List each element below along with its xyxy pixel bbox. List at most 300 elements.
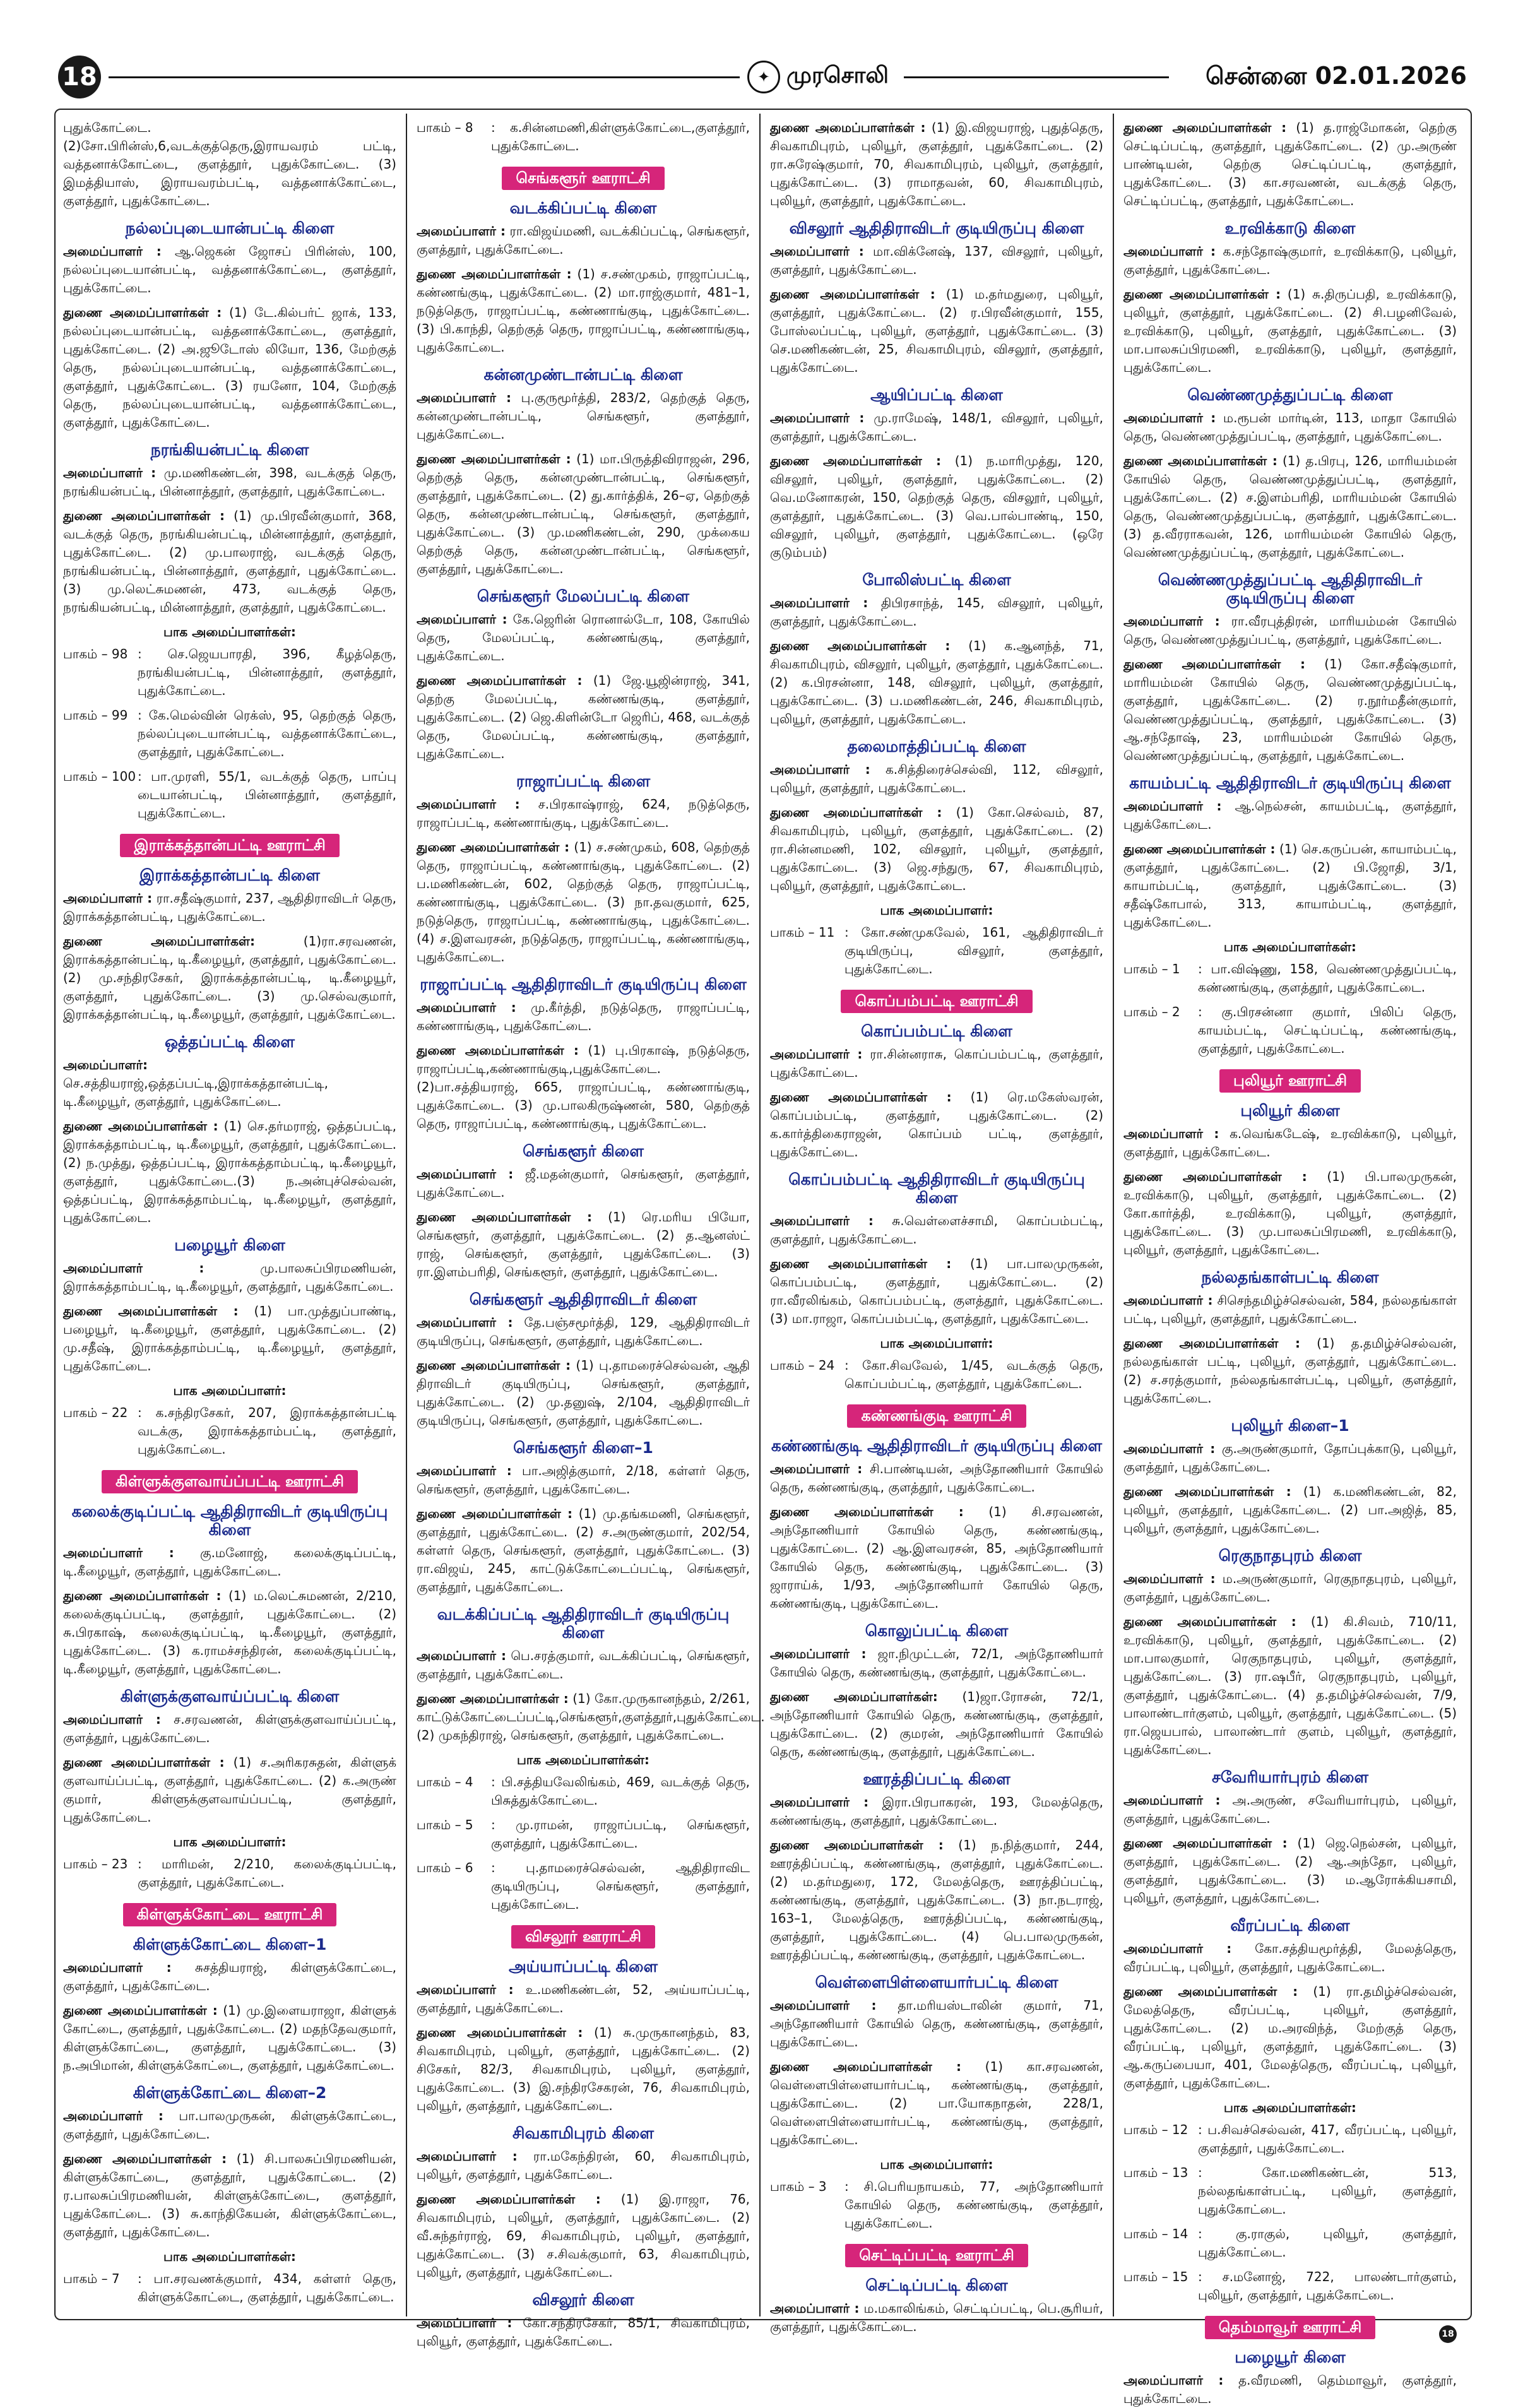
- part-entry: [1123, 2225, 1457, 2262]
- member-details: (1) ரெ.மரிய பியோ, செங்களூர், குளத்தூர், புதுக்கோட்டை. (2) த.ஆனஸ்ட் ராஜ், செங்களூர், குளத்தூர், புதுக்கோட்டை. (3) ரா.இளம்பரிதி, செங்களூர், குளத்தூர், புதுக்கோட்டை.: [417, 1209, 750, 1279]
- member-details: ச.சரவணன், கிள்ளுக்குளவாய்ப்பட்டி, குளத்தூர், புதுக்கோட்டை.: [63, 1712, 397, 1745]
- member-details: புதுக்கோட்டை.(2)சோ.பிரின்ஸ்,6,வடக்குத்தெரு,இராயவரம் பட்டி, வத்தனாக்கோட்டை, குளத்தூர், புதுக்கோட்டை. (3) இமத்தியாஸ், இராயவரம்பட்டி, வத்தனாக்கோட்டை, குளத்தூர், புதுக்கோட்டை.: [63, 120, 396, 208]
- part-details: : கோ.சிவவேல், 1/45, வடக்குத் தெரு, கொப்பம்பட்டி, குளத்தூர், புதுக்கோட்டை.: [844, 1358, 1103, 1391]
- member-entry: [1123, 655, 1457, 765]
- member-entry: [417, 265, 750, 357]
- role-label: துணை அமைப்பாளர்கள் :: [417, 839, 570, 855]
- part-entry: [1123, 1003, 1457, 1058]
- role-label: அமைப்பாளர் :: [63, 2108, 163, 2123]
- member-details: அ.அருண், சவேரியார்புரம், புலியூர், குளத்தூர், புதுக்கோட்டை.: [1123, 1793, 1457, 1826]
- branch-heading: கொப்பம்பட்டி ஆதிதிராவிடர் குடியிருப்பு கிளை: [788, 1170, 1085, 1207]
- member-details: திபிரசாந்த், 145, விசலூர், புலியூர், குளத்தூர், புதுக்கோட்டை.: [770, 595, 1104, 629]
- member-details: (1) மு.இளையராஜா, கிள்ளுக் கோட்டை, குளத்தூர், புதுக்கோட்டை. (2) மதந்தேவகுமார், கிள்ளுக்கோட்டை, குளத்தூர், புதுக்கோட்டை. (3) ந.அபிமான், கிள்ளுக்கோட்டை, குளத்தூர், புதுக்கோட்டை.: [63, 2003, 396, 2073]
- member-entry: [417, 450, 750, 578]
- member-details: (1) கா.சரவணன், வெள்ளைபிள்ளையார்பட்டி, கண்ணங்குடி, குளத்தூர், புதுக்கோட்டை. (2) பா.யோகநாதன், 228/1, வெள்ளைபிள்ளையார்பட்டி, கண்ணங்குடி, குளத்தூர், புதுக்கோட்டை.: [770, 2059, 1103, 2147]
- member-entry: [63, 1587, 396, 1678]
- member-details: இரா.பிரபாகரன், 193, மேலத்தெரு, கண்ணங்குடி, குளத்தூர், புதுக்கோட்டை.: [770, 1794, 1103, 1828]
- part-details: : பி.சத்தியவேலிங்கம், 469, வடக்குத் தெரு, பிசுத்துக்கோட்டை.: [491, 1774, 750, 1808]
- role-label: துணை அமைப்பாளர்கள் :: [770, 1837, 944, 1853]
- member-details: (1) ச.அரிகரசுதன், கிள்ளுக் குளவாய்ப்பட்டி, குளத்தூர், புதுக்கோட்டை. (2) க.அருண் குமார், கிள்ளுக்குளவாய்ப்பட்டி, குளத்தூர், புதுக்கோட்டை.: [63, 1755, 396, 1825]
- part-entry: [417, 119, 750, 155]
- branch-heading: ஊரத்திப்பட்டி கிளை: [863, 1770, 1010, 1788]
- part-details: : பா.சரவணக்குமார், 434, கள்ளர் தெரு, கிள்ளுக்கோட்டை, குளத்தூர், புதுக்கோட்டை.: [138, 2271, 396, 2304]
- member-details: பா.அஜித்குமார், 2/18, கள்ளர் தெரு, செங்களூர், குளத்தூர், புதுக்கோட்டை.: [417, 1463, 750, 1497]
- member-entry: [770, 1836, 1103, 1964]
- member-details: தே.பஞ்சமூர்த்தி, 129, ஆதிதிராவிடர் குடியிருப்பு, செங்களூர், குளத்தூர், புதுக்கோட்டை.: [417, 1315, 750, 1348]
- member-entry: [417, 610, 750, 665]
- role-label: துணை அமைப்பாளர்கள் :: [770, 1256, 952, 1271]
- subsection-heading: பாக அமைப்பாளர்:: [880, 1336, 993, 1351]
- panchayat-banner: [770, 990, 1103, 1013]
- member-details: க.சித்திரைச்செல்வி, 112, விசலூர், புலியூர், குளத்தூர், புதுக்கோட்டை.: [770, 762, 1103, 795]
- member-details: ம.மகாலிங்கம், செட்டிப்பட்டி, பெ.சூரியர், குளத்தூர், புதுக்கோட்டை.: [770, 2301, 1104, 2334]
- role-label: அமைப்பாளர் :: [417, 1648, 506, 1663]
- member-entry: [770, 409, 1103, 446]
- member-entry: [417, 672, 750, 763]
- member-entry: [63, 1544, 396, 1581]
- member-details: (1) மு.பிரவீன்குமார், 368, வடக்குத் தெரு, நரங்கியன்பட்டி, மின்னாத்தூர், குளத்தூர், புதுக்கோட்டை. (2) மு.பாலராஜ், வடக்குத் தெரு, நரங்கியன்பட்டி, பின்னாத்தூர், குளத்தூர், புதுக்கோட்டை. (3) மு.லெட்சுமணன், 473, வடக்குத் தெரு, நரங்கியன்பட்டி, மின்னாத்தூர், குளத்தூர், புதுக்கோட்டை.: [63, 508, 396, 615]
- member-entry: [1123, 1940, 1457, 1976]
- branch-heading: செங்களூர் மேலப்பட்டி கிளை: [477, 587, 690, 605]
- member-entry: [417, 999, 750, 1035]
- part-details: : க.சந்திரசேகர், 207, இராக்கத்தான்பட்டி வடக்கு, இராக்கத்தாம்பட்டி, குளத்தூர், புதுக்கோட்டை.: [138, 1405, 396, 1457]
- role-label: அமைப்பாளர் :: [770, 1646, 867, 1661]
- member-entry: [1123, 1440, 1457, 1476]
- member-entry: [63, 2107, 396, 2144]
- role-label: அமைப்பாளர் :: [63, 1712, 161, 1727]
- panchayat-title: புலியூர் ஊராட்சி: [1219, 1069, 1361, 1093]
- branch-heading: ராஜாப்பட்டி கிளை: [516, 772, 651, 790]
- member-entry: [417, 2147, 750, 2184]
- part-entry: [417, 1816, 750, 1853]
- subsection-heading: பாக அமைப்பாளர்:: [880, 903, 993, 918]
- role-label: அமைப்பாளர் :: [770, 2301, 860, 2316]
- panchayat-banner: [417, 167, 750, 190]
- member-entry: [1123, 1570, 1457, 1606]
- branch-heading: கிள்ளுக்குளவாய்ப்பட்டி கிளை: [120, 1687, 340, 1705]
- member-details: கு.மனோஜ், கலைக்குடிப்பட்டி, டி.கீழையூர், குளத்தூர், புதுக்கோட்டை.: [63, 1545, 396, 1579]
- member-details: (1) ந.மாரிமுத்து, 120, விசலூர், புலியூர், குளத்தூர், புதுக்கோட்டை. (2) வெ.மனோகரன், 150, தெற்குத் தெரு, விசலூர், புலியூர், குளத்தூர், புதுக்கோட்டை. (3) வெ.பால்பாண்டி, 150, விசலூர், புலியூர், குளத்தூர், புதுக்கோட்டை. (ஒரே குடும்பம்): [770, 453, 1103, 560]
- branch-heading: கொப்பம்பட்டி கிளை: [861, 1022, 1012, 1040]
- page-number-badge: 18: [58, 56, 101, 98]
- role-label: அமைப்பாளர் :: [770, 595, 868, 610]
- member-entry: [770, 452, 1103, 562]
- role-label: துணை அமைப்பாளர்கள் :: [770, 287, 935, 302]
- branch-heading: நரங்கியன்பட்டி கிளை: [150, 441, 309, 459]
- member-details: (1) ரெ.மகேஸ்வரன், கொப்பம்பட்டி, குளத்தூர், புதுக்கோட்டை. (2) க.கார்த்திகைராஜன், கொப்பம் பட்டி, குளத்தூர், புதுக்கோட்டை.: [770, 1089, 1103, 1160]
- role-label: துணை அமைப்பாளர்கள் :: [1123, 1984, 1298, 1999]
- part-details: : பா.விஷ்ணு, 158, வெண்ணமுத்துப்பட்டி, கண்ணங்குடி, குளத்தூர், புதுக்கோட்டை.: [1198, 961, 1457, 995]
- role-label: அமைப்பாளர் :: [770, 1213, 874, 1228]
- member-details: உ.மணிகண்டன், 52, அய்யாப்பட்டி, குளத்தூர், புதுக்கோட்டை.: [417, 1982, 750, 2015]
- role-label: துணை அமைப்பாளர்கள் :: [417, 1358, 571, 1373]
- member-entry: [63, 464, 396, 501]
- member-entry: [1123, 797, 1457, 834]
- member-details: (1) த.பிரபு, 126, மாரியம்மன் கோயில் தெரு, வெண்ணமுத்துப்பட்டி, குளத்தூர், புதுக்கோட்டை. (2) ச.இளம்பரிதி, மாரியம்மன் கோயில் தெரு, வெண்ணமுத்துப்பட்டி, குளத்தூர், புதுக்கோட்டை. (3) த.வீரராகவன், 126, மாரியம்மன் கோயில் தெரு, வெண்ணமுத்துப்பட்டி, குளத்தூர், புதுக்கோட்டை.: [1123, 453, 1457, 560]
- member-details: ஜீ.மதன்குமார், செங்களூர், குளத்தூர், புதுக்கோட்டை.: [417, 1166, 750, 1200]
- member-details: ம.ரூபன் மார்டின், 113, மாதா கோயில் தெரு, வெண்ணமுத்துப்பட்டி, குளத்தூர், புதுக்கோட்டை.: [1123, 410, 1457, 444]
- member-entry: [63, 507, 396, 617]
- branch-heading: புலியூர் கிளை: [1240, 1101, 1340, 1120]
- role-label: அமைப்பாளர் :: [770, 1461, 863, 1476]
- part-number: பாகம் – 2: [1123, 1004, 1180, 1019]
- member-details: ஆ.ஜெகன் ஜோசப் பிரின்ஸ், 100, நல்லப்புடையான்பட்டி, வத்தனாக்கோட்டை, குளத்தூர், புதுக்கோட்டை.: [63, 244, 397, 295]
- branch-heading: நல்லதங்காள்பட்டி கிளை: [1201, 1268, 1379, 1286]
- member-entry: [1123, 1983, 1457, 2092]
- panchayat-banner: [63, 834, 396, 857]
- part-number: பாகம் – 12: [1123, 2122, 1188, 2137]
- member-details: (1) கோ.சதீஷ்குமார், மாரியம்மன் கோயில் தெரு, வெண்ணமுத்துப்பட்டி, குளத்தூர், புதுக்கோட்டை. (2) ர.நூர்மதீன்குமார், வெண்ணமுத்துப்பட்டி, குளத்தூர், புதுக்கோட்டை. (3) ஆ.சந்தோஷ், 23, மாரியம்மன் கோயில் தெரு, வெண்ணமுத்துப்பட்டி, குளத்தூர், புதுக்கோட்டை.: [1123, 656, 1457, 763]
- member-entry: [63, 1056, 396, 1111]
- branch-heading: பழையூர் கிளை: [174, 1236, 285, 1254]
- member-details: மா.விக்னேஷ், 137, விசலூர், புலியூர், குளத்தூர், புதுக்கோட்டை.: [770, 244, 1104, 277]
- part-number: பாகம் – 1: [1123, 961, 1180, 976]
- member-entry: [1123, 1334, 1457, 1408]
- part-entry: [1123, 2121, 1457, 2157]
- part-entry: [770, 2178, 1103, 2233]
- role-label: அமைப்பாளர் :: [63, 465, 157, 480]
- member-entry: [417, 1314, 750, 1350]
- role-label: துணை அமைப்பாளர்கள் :: [63, 1755, 225, 1770]
- part-details: : சி.பெரியநாயகம், 77, அந்தோணியார் கோயில் தெரு, கண்ணங்குடி, குளத்தூர், புதுக்கோட்டை.: [844, 2179, 1103, 2231]
- panchayat-banner: [770, 2244, 1103, 2267]
- masthead: [58, 56, 1467, 100]
- member-details: (1) ச.சண்முகம், ராஜாப்பட்டி, கண்ணங்குடி, புதுக்கோட்டை. (2) மா.ராஜ்குமார், 481–1, நடுத்தெரு, ராஜாப்பட்டி, கண்ணாங்குடி, புதுக்கோட்டை. (3) பி.காந்தி, தெற்குத் தெரு, ராஜாப்பட்டி, கண்ணாங்குடி, புதுக்கோட்டை.: [417, 266, 750, 355]
- branch-heading: வெண்ணமுத்துப்பட்டி கிளை: [1187, 386, 1393, 404]
- part-entry: [63, 645, 396, 700]
- branch-heading: சவேரியார்புரம் கிளை: [1211, 1768, 1369, 1786]
- branch-heading: பழையூர் கிளை: [1235, 2348, 1346, 2366]
- part-entry: [63, 2270, 396, 2306]
- role-label: துணை அமைப்பாளர்கள் :: [63, 2003, 218, 2018]
- member-details: க.வெங்கடேஷ், உரவிக்காடு, புலியூர், குளத்தூர், புதுக்கோட்டை.: [1123, 1126, 1457, 1160]
- role-label: துணை அமைப்பாளர்கள் :: [63, 1303, 239, 1319]
- member-details: (1) ந.நித்குமார், 244, ஊரத்திப்பட்டி, கண்ணங்குடி, குளத்தூர், புதுக்கோட்டை. (2) ம.தர்மதுரை, 172, மேலத்தெரு, ஊரத்திப்பட்டி, கண்ணங்குடி, குளத்தூர், புதுக்கோட்டை. (3) நா.நடராஜ், 163–1, மேலத்தெரு, ஊரத்திப்பட்டி, கண்ணங்குடி, குளத்தூர், புதுக்கோட்டை. (4) பெ.பாலமுருகன், ஊரத்திப்பட்டி, கண்ணங்குடி, குளத்தூர், புதுக்கோட்டை.: [770, 1837, 1103, 1962]
- role-label: அமைப்பாளர் :: [1123, 1441, 1216, 1456]
- role-label: துணை அமைப்பாளர்கள் :: [63, 2151, 227, 2166]
- part-details: : பு.தாமரைச்செல்வன், ஆதிதிராவிட குடியிருப்பு, செங்களூர், குளத்தூர், புதுக்கோட்டை.: [491, 1860, 750, 1912]
- member-entry: [1123, 242, 1457, 279]
- member-details: (1) செ.தர்மராஜ், ஒத்தப்பட்டி, இராக்கத்தாம்பட்டி, டி.கீழையூர், குளத்தூர், புதுக்கோட்டை. (2) ந.முத்து, ஒத்தப்பட்டி, இராக்கத்தாம்பட்டி, டி.கீழையூர், குளத்தூர், புதுக்கோட்டை.(3) ந.அன்புச்செல்வன், ஒத்தப்பட்டி, இராக்கத்தாம்பட்டி, டி.கீழையூர், குளத்தூர், புதுக்கோட்டை.: [63, 1118, 397, 1225]
- branch-heading: தலைமாத்திப்பட்டி கிளை: [847, 737, 1026, 756]
- part-entry: [770, 1356, 1103, 1393]
- member-entry: [770, 1688, 1103, 1761]
- member-entry: [417, 838, 750, 966]
- member-entry: [63, 304, 396, 432]
- role-label: அமைப்பாளர் :: [770, 410, 865, 425]
- member-details: கோ.சத்தியமூர்த்தி, மேலத்தெரு, வீரப்பட்டி, புலியூர், குளத்தூர், புதுக்கோட்டை.: [1123, 1941, 1457, 1974]
- member-entry: [63, 242, 396, 297]
- branch-heading: புலியூர் கிளை–1: [1231, 1416, 1349, 1435]
- role-label: அமைப்பாளர் :: [417, 2149, 518, 2164]
- branch-heading: கலைக்குடிப்பட்டி ஆதிதிராவிடர் குடியிருப்பு கிளை: [71, 1502, 388, 1539]
- member-entry: [1123, 1291, 1457, 1328]
- role-label: அமைப்பாளர் :: [1123, 798, 1222, 814]
- part-details: : கு.பிரசன்னா குமார், பிலிப் தெரு, காயம்பட்டி, செட்டிப்பட்டி, கண்ணங்குடி, குளத்தூர், புதுக்கோட்டை.: [1198, 1004, 1457, 1056]
- branch-heading: கிள்ளுக்கோட்டை கிளை–1: [133, 1935, 327, 1954]
- member-entry: [770, 1793, 1103, 1830]
- column-2: [417, 119, 765, 2349]
- part-details: : கே.மெல்வின் ரெக்ஸ், 95, தெற்குத் தெரு, நல்லப்புடையான்பட்டி, வத்தனாக்கோட்டை, குளத்தூர், புதுக்கோட்டை.: [138, 708, 396, 759]
- member-entry: [770, 1503, 1103, 1613]
- role-label: அமைப்பாளர் :: [1123, 1126, 1219, 1141]
- part-details: : கு.ராகுல், புலியூர், குளத்தூர், புதுக்கோட்டை.: [1198, 2226, 1457, 2260]
- member-details: (1) மா.பிருத்திவிராஜன், 296, தெற்குத் தெரு, கன்னமுண்டான்பட்டி, செங்களூர், குளத்தூர், புதுக்கோட்டை. (2) து.கார்த்திக், 26–ஏ, தெற்குத் தெரு, கன்னமுண்டான்பட்டி, செங்களூர், குளத்தூர், புதுக்கோட்டை. (3) மு.மணிகண்டன், 290, முக்கைய தெற்குத் தெரு, கன்னமுண்டான்பட்டி, செங்களூர், குளத்தூர், புதுக்கோட்டை.: [417, 451, 750, 576]
- member-details: (1) சி.சரவணன், அந்தோணியார் கோயில் தெரு, கண்ணங்குடி, புதுக்கோட்டை. (2) ஆ.இளவரசன், 85, அந்தோணியார் கோயில் தெரு, கண்ணங்குடி, புதுக்கோட்டை. (3) ஜாராய்க், 1/93, அந்தோணியார் கோயில் தெரு, கண்ணங்குடி, புதுக்கோட்டை.: [770, 1504, 1103, 1611]
- part-entry: [63, 768, 396, 822]
- role-label: அமைப்பாளர் :: [770, 244, 864, 259]
- part-number: பாகம் – 24: [770, 1358, 835, 1373]
- role-label: அமைப்பாளர் :: [417, 2315, 513, 2330]
- role-label: துணை அமைப்பாளர்கள் :: [770, 638, 951, 653]
- branch-heading: வெள்ளைபிள்ளையார்பட்டி கிளை: [815, 1973, 1058, 1991]
- role-label: துணை அமைப்பாளர்கள் :: [770, 120, 926, 135]
- role-label: துணை அமைப்பாளர்கள் :: [1123, 1336, 1300, 1351]
- member-details: சி.பாண்டியன், அந்தோணியார் கோயில் தெரு, கண்ணங்குடி, குளத்தூர், புதுக்கோட்டை.: [770, 1461, 1104, 1495]
- member-entry: [417, 1981, 750, 2017]
- member-entry: [770, 242, 1103, 279]
- role-label: துணை அமைப்பாளர்கள் :: [417, 1506, 573, 1521]
- member-entry: [1123, 1168, 1457, 1259]
- member-details: (1) த.தமிழ்ச்செல்வன், நல்லதங்காள் பட்டி, புலியூர், குளத்தூர், புதுக்கோட்டை. (2) ச.சரத்குமார், நல்லதங்காள்பட்டி, புலியூர், குளத்தூர், புதுக்கோட்டை.: [1123, 1336, 1457, 1406]
- member-entry: [417, 1647, 750, 1683]
- member-entry: [770, 1460, 1103, 1497]
- part-details: : ச.மனோஜ், 722, பாலண்டார்குளம், புலியூர், குளத்தூர், புதுக்கோட்டை.: [1198, 2269, 1457, 2303]
- member-details: (1) ஜே.யூஜின்ராஜ், 341, தெற்கு மேலப்பட்டி, கண்ணங்குடி, குளத்தூர், புதுக்கோட்டை. (2) ஜெ.கிளின்டோ ஜெரிப், 468, வடக்குத் தெரு, மேலப்பட்டி, கண்ணங்குடி, குளத்தூர், புதுக்கோட்டை.: [417, 673, 750, 761]
- dateline: சென்னை 02.01.2026: [1206, 62, 1467, 90]
- role-label: துணை அமைப்பாளர்கள் :: [770, 2059, 962, 2074]
- member-entry: [1123, 1613, 1457, 1759]
- member-details: ஆ.நெல்சன், காயம்பட்டி, குளத்தூர், புதுக்கோட்டை.: [1123, 798, 1457, 832]
- part-entry: [1123, 960, 1457, 997]
- member-details: (1) ச.சண்முகம், 608, தெற்குத் தெரு, ராஜாப்பட்டி, கண்ணாங்குடி, புதுக்கோட்டை. (2) ப.மணிகண்டன், 602, தெற்குத் தெரு, ராஜாப்பட்டி, கண்ணாங்குடி, புதுக்கோட்டை. (3) நா.தவகுமார், 625, நடுத்தெரு, ராஜாப்பட்டி, கண்ணாங்குடி, புதுக்கோட்டை. (4) ச.இளவரசன், நடுத்தெரு, ராஜாப்பட்டி, கண்ணாங்குடி, புதுக்கோட்டை.: [417, 839, 750, 964]
- member-entry: [1123, 1125, 1457, 1161]
- part-number: பாகம் – 100: [63, 769, 136, 784]
- member-details: ரா.விஜய்மணி, வடக்கிப்பட்டி, செங்களூர், குளத்தூர், புதுக்கோட்டை.: [417, 223, 750, 257]
- member-details: த.வீரமணி, தெம்மாவூர், குளத்தூர், புதுக்கோட்டை.: [1123, 2373, 1457, 2406]
- role-label: துணை அமைப்பாளர்கள் :: [1123, 1836, 1288, 1851]
- branch-heading: கன்னமுண்டான்பட்டி கிளை: [483, 365, 683, 384]
- member-details: மு.பாலசுப்பிரமணியன், இராக்கத்தாம்பட்டி, டி.கீழையூர், குளத்தூர், புதுக்கோட்டை.: [63, 1260, 396, 1294]
- member-entry: [63, 889, 396, 926]
- member-entry: [417, 2024, 750, 2115]
- member-details: (1) சு.முருகானந்தம், 83, சிவகாமிபுரம், புலியூர், குளத்தூர், புதுக்கோட்டை. (2) சிசேகர், 82/3, சிவகாமிபுரம், புலியூர், குளத்தூர், புதுக்கோட்டை. (3) இ.சந்திரசேகரன், 76, சிவகாமிபுரம், புலியூர், குளத்தூர், புதுக்கோட்டை.: [417, 2025, 750, 2113]
- member-entry: [770, 804, 1103, 895]
- member-entry: [417, 2314, 750, 2351]
- part-details: : கோ.சண்முகவேல், 161, ஆதிதிராவிடர் குடியிருப்பு, விசலூர், குளத்தூர், புதுக்கோட்டை.: [844, 925, 1103, 976]
- member-entry: [770, 594, 1103, 631]
- panchayat-banner: [1123, 1069, 1457, 1093]
- role-label: அமைப்பாளர் :: [63, 891, 153, 906]
- member-details: கு.அருண்குமார், தோப்புக்காடு, புலியூர், குளத்தூர், புதுக்கோட்டை.: [1123, 1441, 1457, 1474]
- member-details: பா.பாலமுருகன், கிள்ளுக்கோட்டை, குளத்தூர், புதுக்கோட்டை.: [63, 2108, 396, 2142]
- member-entry: [770, 761, 1103, 797]
- member-details: (1) ம.தர்மதுரை, புலியூர், குளத்தூர், புதுக்கோட்டை. (2) ர.பிரவீன்குமார், 155, போஸ்லப்பட்டி, புலியூர், குளத்தூர், புதுக்கோட்டை. (3) செ.மணிகண்டன், 25, சிவகாமிபுரம், விசலூர், குளத்தூர், புதுக்கோட்டை.: [770, 287, 1103, 375]
- role-label: அமைப்பாளர் :: [417, 1166, 514, 1182]
- member-entry: [1123, 409, 1457, 446]
- branch-heading: செங்களூர் கிளை–1: [513, 1438, 653, 1457]
- part-entry: [770, 923, 1103, 978]
- role-label: துணை அமைப்பாளர்கள் :: [1123, 656, 1306, 672]
- role-label: துணை அமைப்பாளர்கள் :: [63, 1588, 222, 1603]
- role-label: துணை அமைப்பாளர்கள் :: [417, 451, 571, 466]
- member-entry: [770, 2058, 1103, 2149]
- part-number: பாகம் – 13: [1123, 2165, 1188, 2180]
- member-entry: [417, 1041, 750, 1133]
- role-label: அமைப்பாளர் :: [417, 390, 512, 405]
- member-entry: [417, 222, 750, 259]
- role-label: அமைப்பாளர் :: [417, 1982, 514, 1997]
- member-entry: [770, 1645, 1103, 1681]
- role-label: அமைப்பாளர் :: [1123, 1293, 1213, 1308]
- role-label: துணை அமைப்பாளர்கள் :: [1123, 287, 1281, 302]
- member-entry: [63, 1302, 396, 1375]
- member-details: ரா.மகேந்திரன், 60, சிவகாமிபுரம், புலியூர், குளத்தூர், புதுக்கோட்டை.: [417, 2149, 750, 2182]
- role-label: துணை அமைப்பாளர்கள் :: [770, 1504, 964, 1519]
- member-entry: [417, 1505, 750, 1596]
- member-details: (1) சு.திருப்பதி, உரவிக்காடு, புலியூர், குளத்தூர், புதுக்கோட்டை. (2) சி.பழனிவேல், உரவிக்காடு, புலியூர், குளத்தூர், புதுக்கோட்டை. (3) மா.பாலசுப்பிரமணி, உரவிக்காடு, புலியூர், குளத்தூர், புதுக்கோட்டை.: [1123, 287, 1457, 375]
- panchayat-title: செங்களூர் ஊராட்சி: [502, 167, 664, 190]
- part-number: பாகம் – 14: [1123, 2226, 1188, 2241]
- member-entry: [770, 637, 1103, 728]
- part-details: : பா.முரளி, 55/1, வடக்குத் தெரு, பாப்பு டையான்பட்டி, பின்னாத்தூர், குளத்தூர், புதுக்கோட்டை.: [138, 769, 396, 821]
- column-divider: [406, 114, 407, 2316]
- branch-heading: ஒத்தப்பட்டி கிளை: [165, 1033, 295, 1051]
- column-divider: [759, 114, 761, 2316]
- member-entry: [63, 1117, 396, 1227]
- branch-heading: ஆயிப்பட்டி கிளை: [870, 386, 1003, 404]
- member-details: (1) மு.தங்கமணி, செங்களூர், குளத்தூர், புதுக்கோட்டை. (2) ச.அருண்குமார், 202/54, கள்ளர் தெரு, செங்களூர், குளத்தூர், புதுக்கோட்டை. (3) ரா.விஜய், 245, காட்டுக்கோட்டைப்பட்டி, செங்களூர், குளத்தூர், புதுக்கோட்டை.: [417, 1506, 750, 1594]
- member-details: (1) கோ.முருகானந்தம், 2/261, காட்டுக்கோட்டைப்பட்டி,செங்களூர்,குளத்தூர்,புதுக்கோட்டை. (2) முகந்திராஜ், செங்களூர், குளத்தூர், புதுக்கோட்டை.: [417, 1691, 765, 1743]
- subsection-heading: பாக அமைப்பாளர்கள்:: [1224, 939, 1356, 954]
- member-entry: [770, 1996, 1103, 2051]
- part-number: பாகம் – 8: [417, 120, 473, 135]
- branch-heading: போலிஸ்பட்டி கிளை: [862, 571, 1011, 589]
- role-label: அமைப்பாளர் :: [1123, 1793, 1221, 1808]
- member-entry: [1123, 285, 1457, 377]
- part-number: பாகம் – 5: [417, 1817, 473, 1832]
- part-number: பாகம் – 3: [770, 2179, 827, 2194]
- member-details: ரா.வீரபுத்திரன், மாரியம்மன் கோயில் தெரு, வெண்ணமுத்துப்பட்டி, குளத்தூர், புதுக்கோட்டை.: [1123, 614, 1457, 647]
- member-entry: [1123, 119, 1457, 210]
- member-entry: [417, 1690, 765, 1745]
- role-label: அமைப்பாளர் :: [1123, 2373, 1224, 2388]
- member-details: (1) பா.முத்துப்பாண்டி, பழையூர், டி.கீழையூர், குளத்தூர், புதுக்கோட்டை. (2) மு.சதீஷ், இராக்கத்தாம்பட்டி, டி.கீழையூர், குளத்தூர், புதுக்கோட்டை.: [63, 1303, 396, 1373]
- member-entry: [417, 1208, 750, 1281]
- role-label: துணை அமைப்பாளர்கள் :: [417, 1043, 579, 1058]
- member-details: கே.ஜெரின் ரொனால்டோ, 108, கோயில் தெரு, மேலப்பட்டி, கண்ணங்குடி, குளத்தூர், புதுக்கோட்டை.: [417, 612, 750, 663]
- panchayat-title: கொப்பம்பட்டி ஊராட்சி: [841, 990, 1032, 1013]
- member-details: (1) கி.சிவம், 710/11, உரவிக்காடு, புலியூர், குளத்தூர், புதுக்கோட்டை. (2) மா.பாலகுமார், ரெகுநாதபுரம், புலியூர், குளத்தூர், புதுக்கோட்டை. (3) ரா.ஷபீர், ரெகுநாதபுரம், புலியூர், குளத்தூர், புதுக்கோட்டை. (4) த.தமிழ்ச்செல்வன், 7/9, பாலாண்டார்குளம், புலியூர், குளத்தூர், புதுக்கோட்டை. (5) ரா.ஜெயபால், பாலாண்டார் குளம், புலியூர், குளத்தூர், புதுக்கோட்டை.: [1123, 1614, 1457, 1757]
- branch-heading: காயம்பட்டி ஆதிதிராவிடர் குடியிருப்பு கிளை: [1129, 774, 1451, 792]
- member-details: (1) சி.பாலசுப்பிரமணியன், கிள்ளுக்கோட்டை, குளத்தூர், புதுக்கோட்டை. (2) ர.பாலசுப்பிரமணியன், கிள்ளுக்கோட்டை, குளத்தூர், புதுக்கோட்டை. (3) சு.காந்திகேயன், கிள்ளுக்கோட்டை, குளத்தூர், புதுக்கோட்டை.: [63, 2151, 396, 2239]
- member-entry: [1123, 612, 1457, 649]
- member-details: (1) பா.பாலமுருகன், கொப்பம்பட்டி, குளத்தூர், புதுக்கோட்டை. (2) ரா.வீரலிங்கம், கொப்பம்பட்டி, குளத்தூர், புதுக்கோட்டை. (3) மா.ராஜா, கொப்பம்பட்டி, குளத்தூர், புதுக்கோட்டை.: [770, 1256, 1103, 1326]
- column-divider: [1113, 114, 1114, 2316]
- part-details: : கோ.மணிகண்டன், 513, நல்லதங்காள்பட்டி, புலியூர், குளத்தூர், புதுக்கோட்டை.: [1198, 2165, 1457, 2217]
- member-details: (1) கோ.செல்வம், 87, சிவகாமிபுரம், புலியூர், குளத்தூர், புதுக்கோட்டை. (2) ரா.சின்னமணி, 102, விசலூர், புலியூர், குளத்தூர், புதுக்கோட்டை. (3) ஜெ.சந்துரு, 67, சிவகாமிபுரம், புலியூர், குளத்தூர், புதுக்கோட்டை.: [770, 805, 1104, 893]
- panchayat-title: கிள்ளுக்கோட்டை ஊராட்சி: [123, 1903, 337, 1926]
- role-label: அமைப்பாளர்:: [63, 1057, 148, 1072]
- member-entry: [1123, 452, 1457, 562]
- panchayat-banner: [63, 1470, 396, 1493]
- member-entry: [417, 795, 750, 832]
- member-details: ம.அருண்குமார், ரெகுநாதபுரம், புலியூர், குளத்தூர், புதுக்கோட்டை.: [1123, 1571, 1457, 1604]
- role-label: துணை அமைப்பாளர்கள் :: [1123, 841, 1276, 857]
- role-label: துணை அமைப்பாளர்கள் :: [417, 2192, 601, 2207]
- role-label: அமைப்பாளர் :: [417, 797, 520, 812]
- branch-heading: செங்களூர் ஆதிதிராவிடர் கிளை: [469, 1290, 697, 1308]
- part-number: பாகம் – 99: [63, 708, 128, 723]
- subsection-heading: பாக அமைப்பாளர்:: [173, 1834, 287, 1849]
- member-entry: [770, 119, 1103, 210]
- member-entry: [770, 1045, 1103, 1082]
- branch-heading: சிவகாமிபுரம் கிளை: [512, 2124, 655, 2142]
- part-number: பாகம் – 23: [63, 1856, 128, 1871]
- role-label: துணை அமைப்பாளர்கள் :: [417, 673, 583, 688]
- role-label: அமைப்பாளர் :: [770, 762, 870, 777]
- member-entry: [63, 2002, 396, 2075]
- role-label: துணை அமைப்பாளர்கள்:: [63, 934, 255, 949]
- panchayat-banner: [1123, 2316, 1457, 2339]
- role-label: துணை அமைப்பாளர்கள் :: [1123, 1484, 1291, 1499]
- part-number: பாகம் – 7: [63, 2271, 120, 2286]
- role-label: அமைப்பாளர் :: [1123, 1571, 1216, 1586]
- role-label: அமைப்பாளர் :: [417, 1463, 512, 1478]
- branch-heading: ரெகுநாதபுரம் கிளை: [1218, 1546, 1362, 1565]
- member-details: ச.பிரகாஷ்ராஜ், 624, நடுத்தெரு, ராஜாப்பட்டி, கண்ணாங்குடி, புதுக்கோட்டை.: [417, 797, 750, 830]
- branch-heading: செட்டிப்பட்டி கிளை: [865, 2276, 1008, 2294]
- panchayat-banner: [63, 1903, 396, 1926]
- branch-heading: நல்லப்புடையான்பட்டி கிளை: [125, 219, 335, 237]
- part-number: பாகம் – 22: [63, 1405, 128, 1420]
- branch-heading: வெண்ணமுத்துப்பட்டி ஆதிதிராவிடர் குடியிருப்பு கிளை: [1158, 571, 1423, 607]
- part-entry: [63, 1855, 396, 1892]
- member-entry: [63, 1711, 396, 1747]
- header-rule-left: [109, 76, 740, 78]
- member-entry: [770, 1088, 1103, 1161]
- member-details: (1) பி.பாலமுருகன், உரவிக்காடு, புலியூர், குளத்தூர், புதுக்கோட்டை. (2) கோ.கார்த்தி, உரவிக்காடு, புலியூர், குளத்தூர், புதுக்கோட்டை. (3) மு.பாலசுப்பிரமணி, உரவிக்காடு, புலியூர், குளத்தூர், புதுக்கோட்டை.: [1123, 1169, 1457, 1257]
- role-label: அமைப்பாளர் :: [1123, 244, 1216, 259]
- member-details: (1) த.ராஜ்மோகன், தெற்கு செட்டிப்பட்டி, குளத்தூர், புதுக்கோட்டை. (2) மு.அருண் பாண்டியன், தெற்கு செட்டிப்பட்டி, குளத்தூர், புதுக்கோட்டை. (3) கா.சரவணன், வடக்குத் தெரு, செட்டிப்பட்டி, குளத்தூர், புதுக்கோட்டை.: [1123, 120, 1457, 208]
- member-details: (1) க.மணிகண்டன், 82, புலியூர், குளத்தூர், புதுக்கோட்டை. (2) பா.அஜித், 85, புலியூர், குளத்தூர், புதுக்கோட்டை.: [1123, 1484, 1457, 1536]
- role-label: அமைப்பாளர் :: [1123, 1941, 1232, 1956]
- member-entry: [1123, 840, 1457, 932]
- part-entry: [1123, 2268, 1457, 2304]
- part-number: பாகம் – 98: [63, 646, 128, 661]
- subsection-heading: பாக அமைப்பாளர்கள்:: [163, 624, 296, 639]
- member-details: சு.வெள்ளைச்சாமி, கொப்பம்பட்டி, குளத்தூர், புதுக்கோட்டை.: [770, 1213, 1104, 1247]
- panchayat-title: தெம்மாவூர் ஊராட்சி: [1205, 2316, 1376, 2339]
- footer-page-number: 18: [1439, 2325, 1457, 2343]
- panchayat-title: விசலூர் ஊராட்சி: [511, 1925, 655, 1948]
- member-entry: [63, 932, 396, 1024]
- branch-heading: வடக்கிப்பட்டி கிளை: [509, 199, 657, 217]
- role-label: துணை அமைப்பாளர்கள் :: [770, 453, 942, 468]
- role-label: துணை அமைப்பாளர்கள் :: [417, 1209, 592, 1225]
- member-entry: [63, 1753, 396, 1827]
- role-label: அமைப்பாளர் :: [417, 1315, 513, 1330]
- member-details: ரா.சதீஷ்குமார், 237, ஆதிதிராவிடர் தெரு, இராக்கத்தான்பட்டி, புதுக்கோட்டை.: [63, 891, 397, 924]
- newspaper-name: முரசொலி: [786, 62, 889, 88]
- branch-heading: செங்களூர் கிளை: [523, 1142, 644, 1160]
- member-details: சிசெந்தமிழ்ச்செல்வன், 584, நல்லதங்காள் பட்டி, புலியூர், குளத்தூர், புதுக்கோட்டை.: [1123, 1293, 1457, 1326]
- part-number: பாகம் – 4: [417, 1774, 473, 1789]
- branch-heading: கண்ணங்குடி ஆதிதிராவிடர் குடியிருப்பு கிளை: [771, 1437, 1103, 1455]
- part-number: பாகம் – 6: [417, 1860, 473, 1875]
- branch-heading: விசலூர் கிளை: [532, 2291, 634, 2309]
- role-label: அமைப்பாளர் :: [417, 223, 506, 239]
